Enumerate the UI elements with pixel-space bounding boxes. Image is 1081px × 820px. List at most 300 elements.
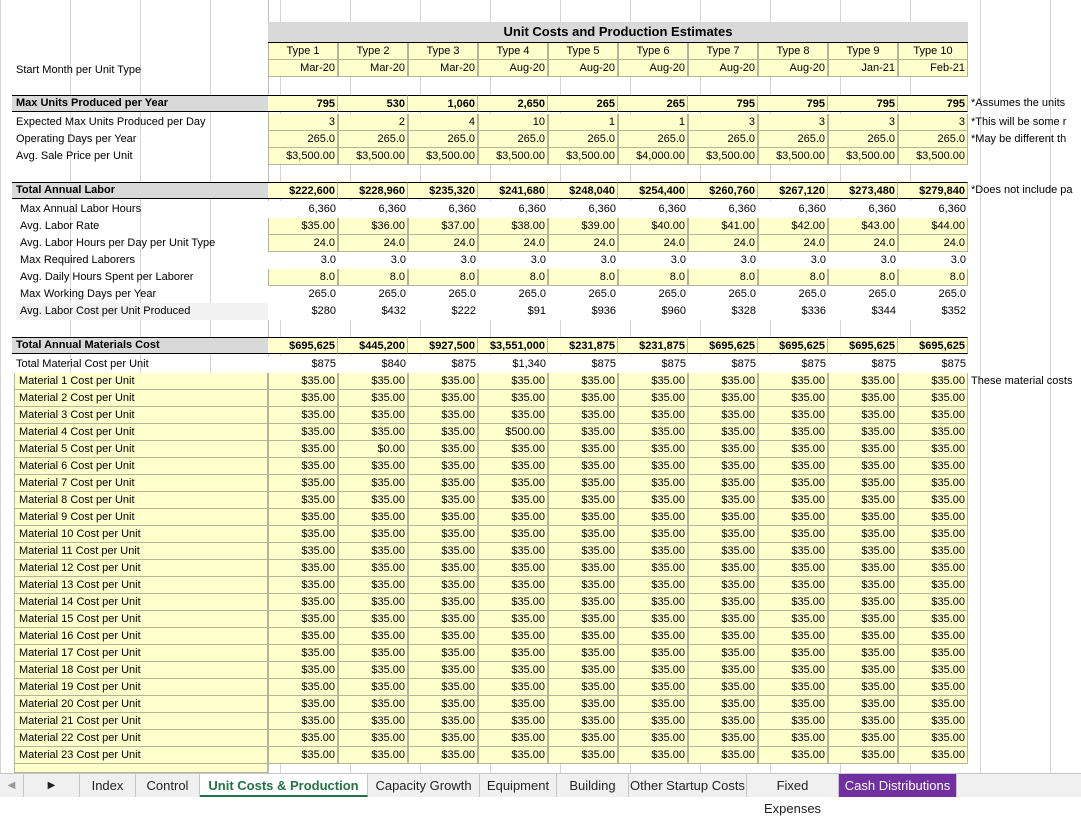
material-input-cell[interactable]: $35.00 [548,679,618,696]
material-input-cell[interactable]: $35.00 [268,458,338,475]
material-input-cell[interactable]: $35.00 [898,628,968,645]
material-input-cell[interactable]: $35.00 [478,509,548,526]
material-input-cell[interactable]: $35.00 [268,662,338,679]
material-input-cell[interactable]: $35.00 [548,458,618,475]
section-total-cell[interactable]: $235,320 [408,182,478,199]
material-input-cell[interactable]: $35.00 [338,594,408,611]
material-input-cell[interactable]: $35.00 [478,458,548,475]
section-total-cell[interactable]: $3,551,000 [478,337,548,354]
material-input-cell[interactable]: $35.00 [828,424,898,441]
material-input-cell[interactable]: $35.00 [758,492,828,509]
type-header[interactable]: Type 8 [758,43,828,60]
labor-value-cell[interactable]: $42.00 [758,218,828,235]
material-input-cell[interactable]: $35.00 [618,747,688,764]
material-input-cell[interactable]: $35.00 [548,611,618,628]
material-input-cell[interactable]: $35.00 [338,747,408,764]
material-input-cell[interactable]: $35.00 [688,713,758,730]
material-input-cell[interactable]: $35.00 [828,730,898,747]
material-input-cell[interactable]: $35.00 [758,577,828,594]
material-input-cell[interactable]: $35.00 [408,509,478,526]
material-input-cell[interactable]: $35.00 [618,611,688,628]
type-header[interactable]: Type 9 [828,43,898,60]
material-input-cell[interactable]: $35.00 [478,390,548,407]
material-input-cell[interactable]: $35.00 [758,730,828,747]
labor-value-cell[interactable]: 24.0 [408,235,478,252]
start-month-cell[interactable]: Mar-20 [338,60,408,77]
material-input-cell[interactable]: $35.00 [478,730,548,747]
material-input-cell[interactable]: $35.00 [548,713,618,730]
material-input-cell[interactable]: $35.00 [548,645,618,662]
material-input-cell[interactable]: $35.00 [268,543,338,560]
material-input-cell[interactable]: $35.00 [478,679,548,696]
material-input-cell[interactable]: $35.00 [338,390,408,407]
material-input-cell[interactable]: $35.00 [268,696,338,713]
material-input-cell[interactable]: $35.00 [338,509,408,526]
material-input-cell[interactable]: $35.00 [268,747,338,764]
material-input-cell[interactable]: $35.00 [268,441,338,458]
material-input-cell[interactable]: $35.00 [268,730,338,747]
material-input-cell[interactable]: $35.00 [828,594,898,611]
production-input-cell[interactable]: 4 [408,114,478,131]
section-total-cell[interactable]: $695,625 [758,337,828,354]
material-input-cell[interactable]: $35.00 [478,475,548,492]
material-input-cell[interactable]: $35.00 [618,458,688,475]
section-total-cell[interactable]: 795 [688,95,758,112]
material-input-cell[interactable]: $35.00 [268,492,338,509]
material-input-cell[interactable]: $35.00 [618,543,688,560]
material-input-cell[interactable]: $35.00 [548,543,618,560]
labor-value-cell[interactable]: 24.0 [478,235,548,252]
production-input-cell[interactable]: 265.0 [408,131,478,148]
material-input-cell[interactable]: $35.00 [478,696,548,713]
production-input-cell[interactable]: $3,500.00 [688,148,758,165]
material-input-cell[interactable]: $35.00 [898,696,968,713]
material-input-cell[interactable]: $35.00 [688,696,758,713]
material-input-cell[interactable]: $35.00 [828,645,898,662]
labor-value-cell[interactable]: 8.0 [478,269,548,286]
material-input-cell[interactable]: $35.00 [828,475,898,492]
material-input-cell[interactable]: $35.00 [338,560,408,577]
material-input-cell[interactable]: $35.00 [478,526,548,543]
material-input-cell[interactable]: $35.00 [688,509,758,526]
material-input-cell[interactable]: $35.00 [618,679,688,696]
labor-value-cell[interactable]: 24.0 [338,235,408,252]
material-input-cell[interactable]: $35.00 [548,390,618,407]
material-input-cell[interactable]: $35.00 [898,424,968,441]
section-total-cell[interactable]: $695,625 [268,337,338,354]
material-input-cell[interactable]: $35.00 [828,560,898,577]
production-input-cell[interactable]: $4,000.00 [618,148,688,165]
material-input-cell[interactable]: $35.00 [408,679,478,696]
section-total-cell[interactable]: $695,625 [688,337,758,354]
labor-value-cell[interactable]: 24.0 [898,235,968,252]
material-input-cell[interactable]: $35.00 [408,526,478,543]
section-total-cell[interactable]: $273,480 [828,182,898,199]
material-input-cell[interactable]: $35.00 [758,594,828,611]
material-input-cell[interactable]: $35.00 [548,730,618,747]
production-input-cell[interactable]: 265.0 [338,131,408,148]
production-input-cell[interactable]: 265.0 [478,131,548,148]
material-input-cell[interactable]: $35.00 [408,543,478,560]
material-input-cell[interactable]: $35.00 [828,696,898,713]
section-total-cell[interactable]: $927,500 [408,337,478,354]
material-input-cell[interactable]: $35.00 [338,645,408,662]
production-input-cell[interactable]: 3 [828,114,898,131]
material-input-cell[interactable]: $35.00 [898,560,968,577]
material-input-cell[interactable]: $35.00 [478,373,548,390]
material-input-cell[interactable]: $35.00 [758,441,828,458]
sheet-tab[interactable]: Equipment [480,774,557,797]
material-input-cell[interactable]: $35.00 [898,526,968,543]
material-input-cell[interactable]: $35.00 [548,441,618,458]
material-input-cell[interactable]: $35.00 [758,509,828,526]
material-input-cell[interactable]: $35.00 [268,594,338,611]
material-input-cell[interactable]: $35.00 [408,424,478,441]
material-input-cell[interactable]: $35.00 [688,679,758,696]
production-input-cell[interactable]: 3 [758,114,828,131]
material-input-cell[interactable]: $35.00 [408,441,478,458]
material-input-cell[interactable]: $35.00 [478,577,548,594]
labor-value-cell[interactable]: 24.0 [268,235,338,252]
material-input-cell[interactable]: $35.00 [618,730,688,747]
production-input-cell[interactable]: 1 [618,114,688,131]
production-input-cell[interactable]: 10 [478,114,548,131]
labor-value-cell[interactable]: $41.00 [688,218,758,235]
material-input-cell[interactable]: $35.00 [408,577,478,594]
material-input-cell[interactable]: $35.00 [688,390,758,407]
labor-value-cell[interactable]: $36.00 [338,218,408,235]
material-input-cell[interactable]: $35.00 [338,458,408,475]
section-total-cell[interactable]: $231,875 [618,337,688,354]
production-input-cell[interactable]: 3 [688,114,758,131]
production-input-cell[interactable]: $3,500.00 [828,148,898,165]
material-input-cell[interactable]: $35.00 [338,696,408,713]
material-input-cell[interactable]: $35.00 [548,424,618,441]
material-input-cell[interactable]: $35.00 [268,475,338,492]
material-input-cell[interactable]: $35.00 [618,594,688,611]
material-input-cell[interactable]: $35.00 [828,577,898,594]
material-input-cell[interactable]: $35.00 [828,628,898,645]
material-input-cell[interactable]: $35.00 [338,373,408,390]
material-input-cell[interactable]: $35.00 [478,560,548,577]
material-input-cell[interactable]: $35.00 [408,696,478,713]
material-input-cell[interactable]: $35.00 [548,662,618,679]
material-input-cell[interactable]: $35.00 [548,475,618,492]
material-input-cell[interactable]: $35.00 [758,696,828,713]
material-input-cell[interactable]: $35.00 [268,628,338,645]
production-input-cell[interactable]: 1 [548,114,618,131]
section-total-cell[interactable]: $445,200 [338,337,408,354]
material-input-cell[interactable]: $35.00 [828,543,898,560]
start-month-cell[interactable]: Mar-20 [268,60,338,77]
labor-value-cell[interactable]: 8.0 [338,269,408,286]
material-input-cell[interactable]: $35.00 [898,441,968,458]
production-input-cell[interactable]: 265.0 [828,131,898,148]
material-input-cell[interactable]: $35.00 [758,458,828,475]
section-total-cell[interactable]: $228,960 [338,182,408,199]
material-input-cell[interactable]: $35.00 [338,475,408,492]
material-input-cell[interactable]: $35.00 [618,696,688,713]
material-input-cell[interactable]: $35.00 [338,543,408,560]
material-input-cell[interactable]: $35.00 [618,441,688,458]
material-input-cell[interactable]: $35.00 [688,526,758,543]
production-input-cell[interactable]: 2 [338,114,408,131]
sheet-tab[interactable]: Unit Costs & Production [200,774,368,797]
production-input-cell[interactable]: $3,500.00 [758,148,828,165]
material-input-cell[interactable]: $35.00 [548,407,618,424]
type-header[interactable]: Type 10 [898,43,968,60]
material-input-cell[interactable]: $35.00 [268,679,338,696]
production-input-cell[interactable]: $3,500.00 [268,148,338,165]
material-input-cell[interactable]: $35.00 [478,441,548,458]
material-input-cell[interactable]: $35.00 [758,628,828,645]
material-input-cell[interactable]: $35.00 [548,509,618,526]
material-input-cell[interactable]: $35.00 [478,645,548,662]
material-input-cell[interactable]: $35.00 [828,407,898,424]
material-input-cell[interactable]: $35.00 [898,407,968,424]
type-header[interactable]: Type 3 [408,43,478,60]
material-input-cell[interactable]: $35.00 [268,611,338,628]
material-input-cell[interactable]: $35.00 [758,526,828,543]
material-input-cell[interactable]: $35.00 [548,577,618,594]
material-input-cell[interactable]: $35.00 [828,713,898,730]
labor-value-cell[interactable]: $39.00 [548,218,618,235]
material-input-cell[interactable]: $35.00 [408,407,478,424]
material-input-cell[interactable]: $35.00 [618,577,688,594]
material-input-cell[interactable]: $35.00 [268,390,338,407]
material-input-cell[interactable]: $0.00 [338,441,408,458]
material-input-cell[interactable]: $35.00 [828,662,898,679]
material-input-cell[interactable]: $35.00 [618,475,688,492]
material-input-cell[interactable]: $35.00 [548,492,618,509]
material-input-cell[interactable]: $35.00 [478,628,548,645]
material-input-cell[interactable]: $35.00 [338,730,408,747]
labor-value-cell[interactable]: 8.0 [828,269,898,286]
material-input-cell[interactable]: $35.00 [338,713,408,730]
labor-value-cell[interactable]: 8.0 [898,269,968,286]
material-input-cell[interactable]: $35.00 [898,577,968,594]
section-total-cell[interactable]: $248,040 [548,182,618,199]
section-total-cell[interactable]: $260,760 [688,182,758,199]
material-input-cell[interactable]: $35.00 [618,390,688,407]
material-input-cell[interactable]: $35.00 [618,424,688,441]
production-input-cell[interactable]: $3,500.00 [408,148,478,165]
section-total-cell[interactable]: 2,650 [478,95,548,112]
production-input-cell[interactable]: 265.0 [688,131,758,148]
section-total-cell[interactable]: $241,680 [478,182,548,199]
labor-value-cell[interactable]: 24.0 [688,235,758,252]
material-input-cell[interactable]: $35.00 [828,679,898,696]
material-input-cell[interactable]: $35.00 [618,509,688,526]
material-input-cell[interactable]: $35.00 [548,747,618,764]
scroll-right-arrow-icon[interactable]: ▶ [24,774,80,797]
material-input-cell[interactable]: $35.00 [688,594,758,611]
section-total-cell[interactable]: $695,625 [898,337,968,354]
material-input-cell[interactable]: $35.00 [478,747,548,764]
material-input-cell[interactable]: $35.00 [548,526,618,543]
labor-value-cell[interactable]: 8.0 [688,269,758,286]
section-total-cell[interactable]: 795 [828,95,898,112]
labor-value-cell[interactable]: 8.0 [548,269,618,286]
material-input-cell[interactable]: $35.00 [758,475,828,492]
material-input-cell[interactable]: $35.00 [688,645,758,662]
material-input-cell[interactable]: $35.00 [688,611,758,628]
material-input-cell[interactable]: $35.00 [338,679,408,696]
material-input-cell[interactable]: $35.00 [408,458,478,475]
material-input-cell[interactable]: $35.00 [548,373,618,390]
material-input-cell[interactable]: $35.00 [898,611,968,628]
material-input-cell[interactable]: $35.00 [408,747,478,764]
start-month-cell[interactable]: Mar-20 [408,60,478,77]
section-total-cell[interactable]: 795 [268,95,338,112]
material-input-cell[interactable]: $35.00 [338,611,408,628]
start-month-cell[interactable]: Feb-21 [898,60,968,77]
material-input-cell[interactable]: $35.00 [828,390,898,407]
material-input-cell[interactable]: $35.00 [688,475,758,492]
material-input-cell[interactable]: $35.00 [758,662,828,679]
material-input-cell[interactable]: $35.00 [548,560,618,577]
material-input-cell[interactable]: $35.00 [898,390,968,407]
type-header[interactable]: Type 2 [338,43,408,60]
material-input-cell[interactable]: $35.00 [478,492,548,509]
material-input-cell[interactable]: $35.00 [688,730,758,747]
material-input-cell[interactable]: $35.00 [268,645,338,662]
production-input-cell[interactable]: 3 [898,114,968,131]
material-input-cell[interactable]: $35.00 [898,713,968,730]
material-input-cell[interactable]: $35.00 [478,407,548,424]
material-input-cell[interactable]: $35.00 [478,594,548,611]
section-total-cell[interactable]: $279,840 [898,182,968,199]
sheet-tab[interactable]: Fixed Expenses [747,774,839,797]
material-input-cell[interactable]: $35.00 [688,373,758,390]
material-input-cell[interactable]: $35.00 [338,628,408,645]
material-input-cell[interactable]: $35.00 [268,560,338,577]
material-input-cell[interactable]: $35.00 [408,373,478,390]
start-month-cell[interactable]: Jan-21 [828,60,898,77]
material-input-cell[interactable]: $35.00 [408,645,478,662]
section-total-cell[interactable]: 530 [338,95,408,112]
type-header[interactable]: Type 5 [548,43,618,60]
material-input-cell[interactable]: $35.00 [688,441,758,458]
section-total-cell[interactable]: 795 [758,95,828,112]
start-month-cell[interactable]: Aug-20 [618,60,688,77]
material-input-cell[interactable]: $35.00 [338,407,408,424]
material-input-cell[interactable]: $35.00 [898,662,968,679]
material-input-cell[interactable]: $35.00 [548,628,618,645]
labor-value-cell[interactable]: $43.00 [828,218,898,235]
material-input-cell[interactable]: $35.00 [338,662,408,679]
labor-value-cell[interactable]: $35.00 [268,218,338,235]
section-total-cell[interactable]: 1,060 [408,95,478,112]
material-input-cell[interactable]: $35.00 [268,526,338,543]
material-input-cell[interactable]: $35.00 [688,560,758,577]
production-input-cell[interactable]: 265.0 [898,131,968,148]
section-total-cell[interactable]: $695,625 [828,337,898,354]
material-input-cell[interactable]: $35.00 [478,543,548,560]
material-input-cell[interactable]: $35.00 [408,594,478,611]
material-input-cell[interactable]: $35.00 [758,645,828,662]
material-input-cell[interactable]: $35.00 [618,526,688,543]
material-input-cell[interactable]: $35.00 [548,594,618,611]
material-input-cell[interactable]: $35.00 [828,373,898,390]
material-input-cell[interactable]: $35.00 [478,713,548,730]
material-input-cell[interactable]: $35.00 [828,509,898,526]
material-input-cell[interactable]: $500.00 [478,424,548,441]
labor-value-cell[interactable]: 8.0 [408,269,478,286]
material-input-cell[interactable]: $35.00 [688,458,758,475]
material-input-cell[interactable]: $35.00 [478,662,548,679]
material-input-cell[interactable]: $35.00 [618,560,688,577]
material-input-cell[interactable]: $35.00 [268,509,338,526]
labor-value-cell[interactable]: 24.0 [548,235,618,252]
material-input-cell[interactable]: $35.00 [688,543,758,560]
labor-value-cell[interactable]: $40.00 [618,218,688,235]
labor-value-cell[interactable]: 24.0 [758,235,828,252]
section-total-cell[interactable]: $231,875 [548,337,618,354]
production-input-cell[interactable]: 265.0 [268,131,338,148]
material-input-cell[interactable]: $35.00 [758,543,828,560]
start-month-cell[interactable]: Aug-20 [688,60,758,77]
material-input-cell[interactable]: $35.00 [688,662,758,679]
material-input-cell[interactable]: $35.00 [828,611,898,628]
material-input-cell[interactable]: $35.00 [408,713,478,730]
material-input-cell[interactable]: $35.00 [828,492,898,509]
production-input-cell[interactable]: 265.0 [758,131,828,148]
material-input-cell[interactable]: $35.00 [618,713,688,730]
material-input-cell[interactable]: $35.00 [898,645,968,662]
material-input-cell[interactable]: $35.00 [898,594,968,611]
production-input-cell[interactable]: $3,500.00 [548,148,618,165]
production-input-cell[interactable]: $3,500.00 [898,148,968,165]
material-input-cell[interactable]: $35.00 [898,679,968,696]
material-input-cell[interactable]: $35.00 [408,662,478,679]
material-input-cell[interactable]: $35.00 [338,492,408,509]
material-input-cell[interactable]: $35.00 [688,747,758,764]
material-input-cell[interactable]: $35.00 [618,407,688,424]
material-input-cell[interactable]: $35.00 [408,390,478,407]
material-input-cell[interactable]: $35.00 [268,713,338,730]
material-input-cell[interactable]: $35.00 [618,492,688,509]
material-input-cell[interactable]: $35.00 [408,560,478,577]
material-input-cell[interactable]: $35.00 [898,730,968,747]
material-input-cell[interactable]: $35.00 [338,577,408,594]
section-total-cell[interactable]: $267,120 [758,182,828,199]
material-input-cell[interactable]: $35.00 [618,645,688,662]
labor-value-cell[interactable]: 8.0 [758,269,828,286]
material-input-cell[interactable]: $35.00 [408,628,478,645]
sheet-tab[interactable]: Cash Distributions [839,774,957,797]
production-input-cell[interactable]: 3 [268,114,338,131]
material-input-cell[interactable]: $35.00 [408,611,478,628]
sheet-tab[interactable]: Index [80,774,136,797]
material-input-cell[interactable]: $35.00 [688,577,758,594]
type-header[interactable]: Type 6 [618,43,688,60]
start-month-cell[interactable]: Aug-20 [548,60,618,77]
labor-value-cell[interactable]: 8.0 [618,269,688,286]
labor-value-cell[interactable]: 8.0 [268,269,338,286]
sheet-tab[interactable]: Capacity Growth [368,774,480,797]
material-input-cell[interactable]: $35.00 [898,509,968,526]
material-input-cell[interactable]: $35.00 [758,611,828,628]
material-input-cell[interactable]: $35.00 [268,577,338,594]
material-input-cell[interactable]: $35.00 [828,458,898,475]
material-input-cell[interactable]: $35.00 [688,492,758,509]
material-input-cell[interactable]: $35.00 [758,407,828,424]
material-input-cell[interactable]: $35.00 [758,713,828,730]
material-input-cell[interactable]: $35.00 [758,390,828,407]
labor-value-cell[interactable]: 24.0 [618,235,688,252]
sheet-tab[interactable]: Building [557,774,629,797]
